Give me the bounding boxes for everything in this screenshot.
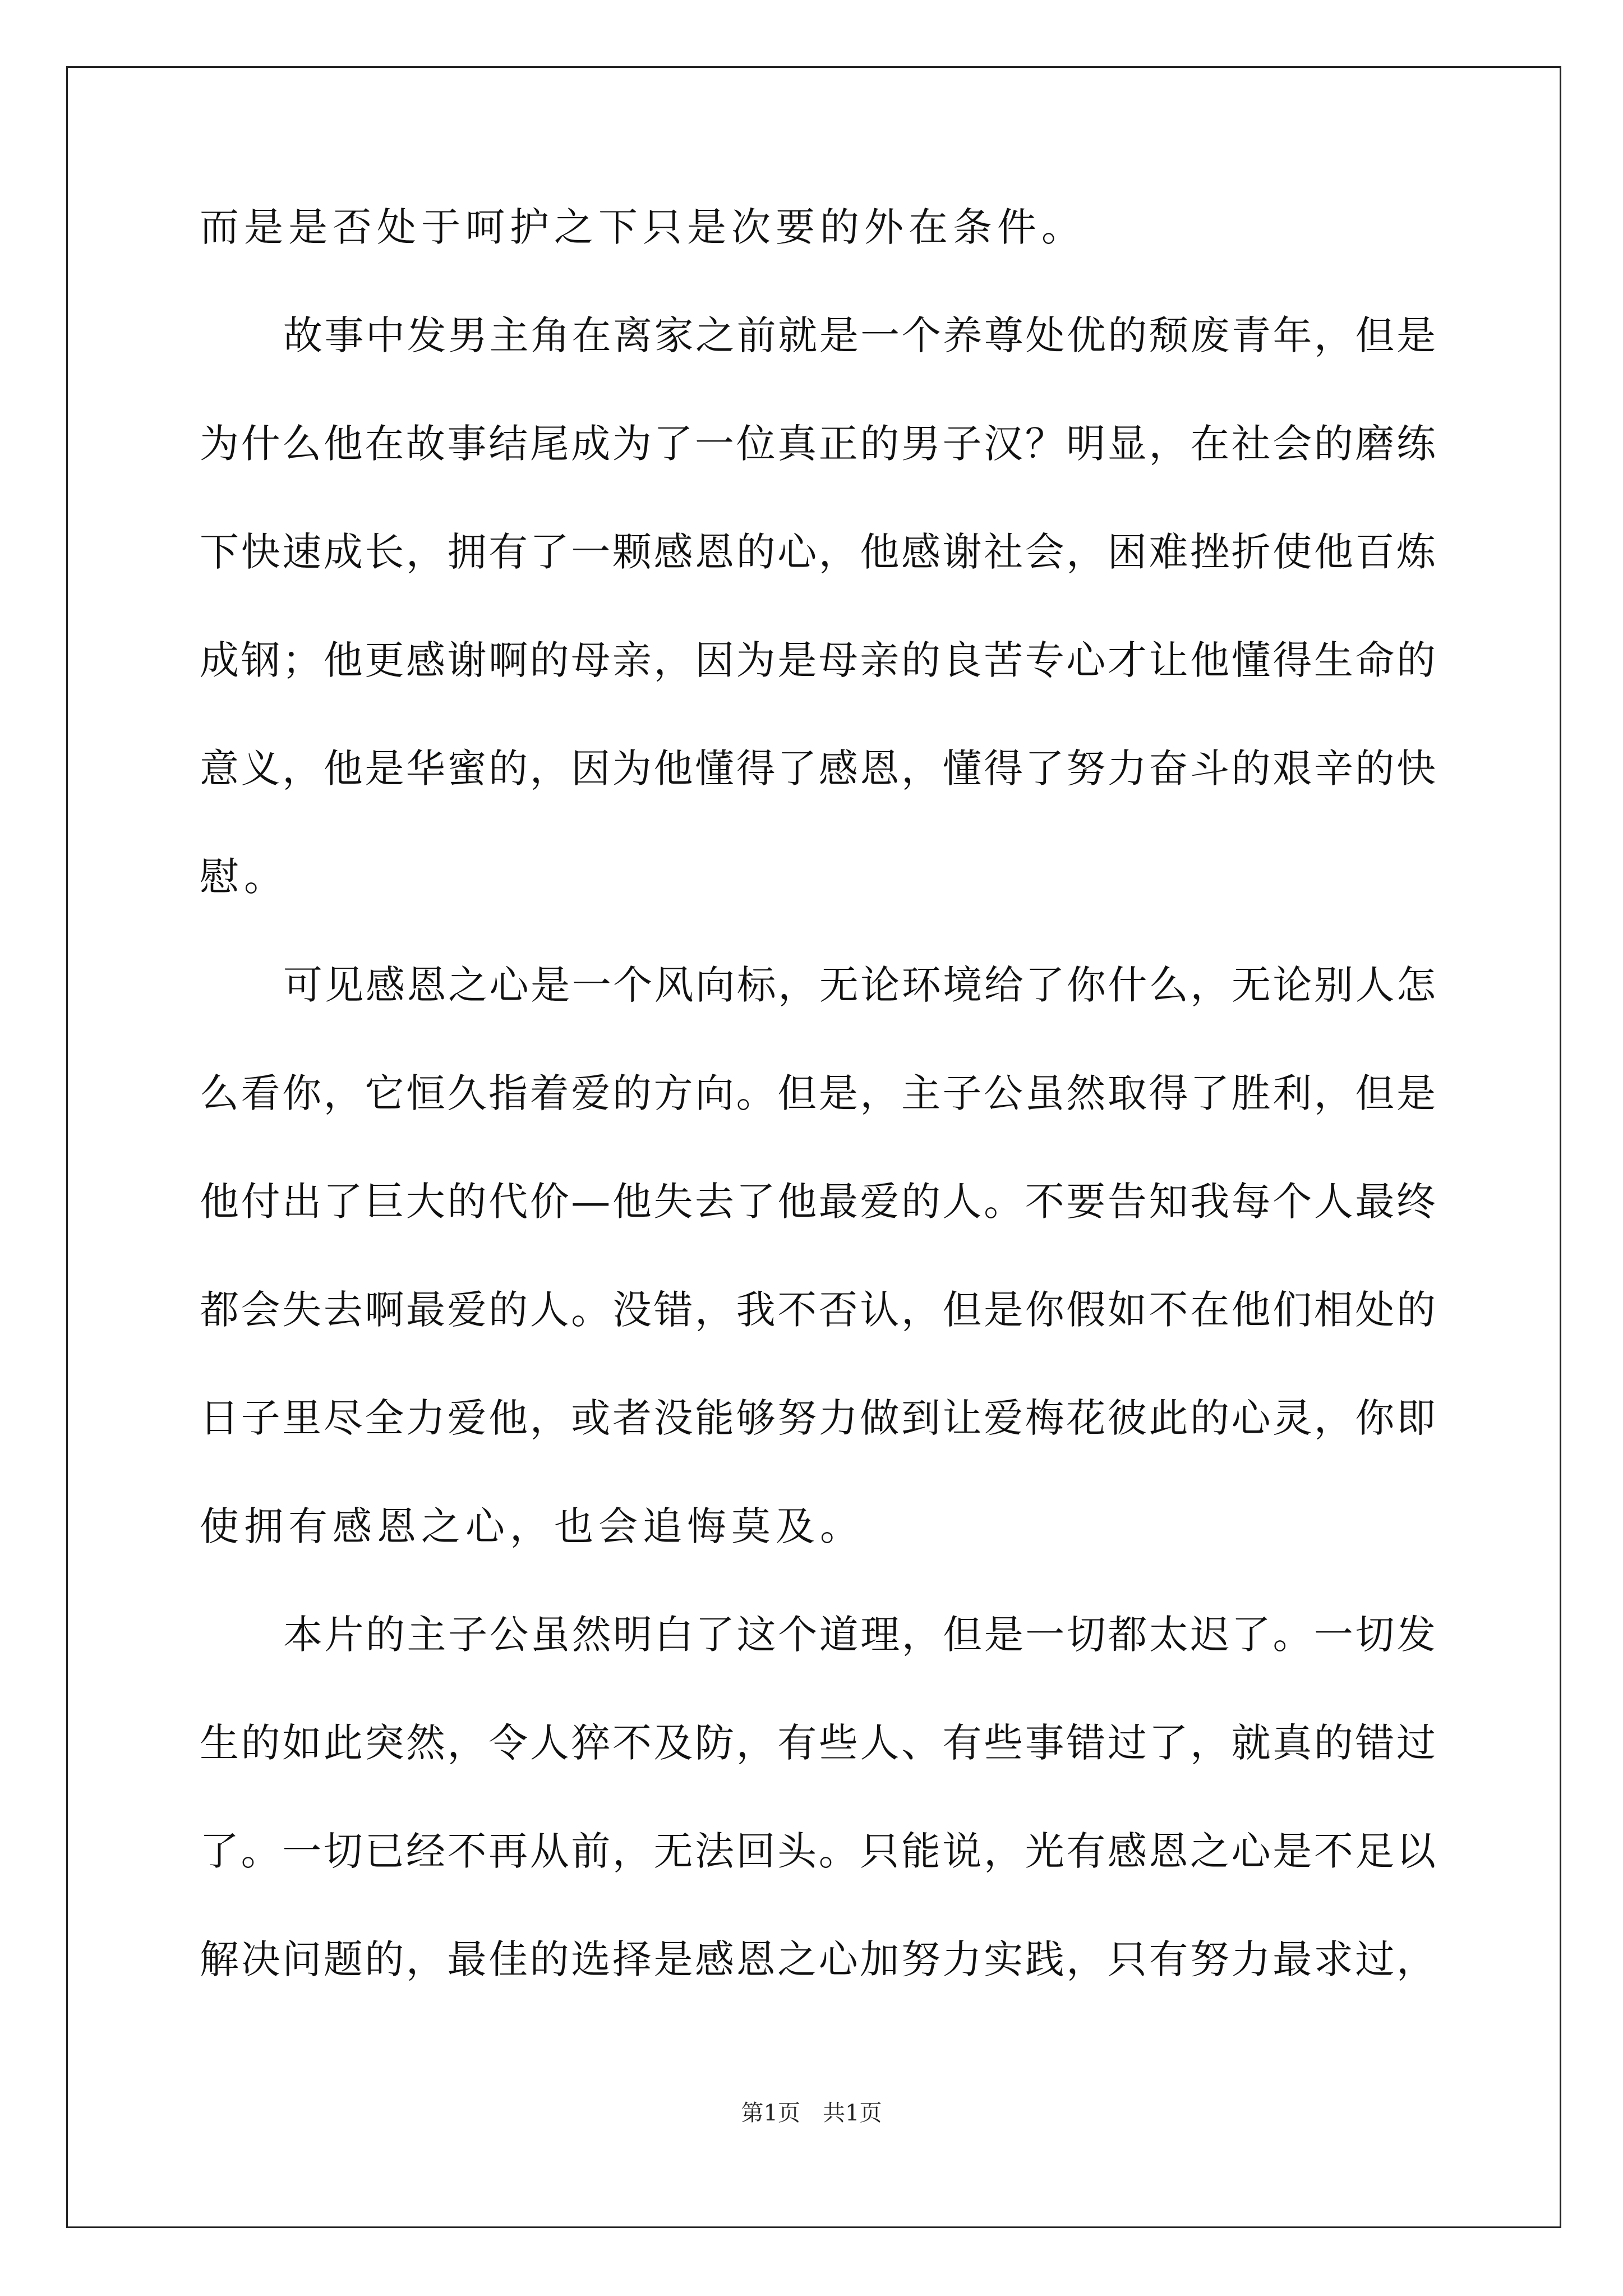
page-border	[66, 66, 1561, 2228]
text-line: 本片的主子公虽然明白了这个道理，但是一切都太迟了。一切发	[283, 1612, 1436, 1658]
text-line: 都会失去啊最爱的人。没错，我不否认，但是你假如不在他们相处的	[200, 1287, 1436, 1333]
text-line: 下快速成长，拥有了一颗感恩的心，他感谢社会，困难挫折使他百炼	[200, 529, 1436, 575]
page-footer: 第1页 共1页	[741, 2100, 882, 2126]
text-line: 可见感恩之心是一个风向标，无论环境给了你什么，无论别人怎	[283, 962, 1436, 1008]
text-line: 而是是否处于呵护之下只是次要的外在条件。	[200, 204, 1086, 250]
text-line: 日子里尽全力爱他，或者没能够努力做到让爱梅花彼此的心灵，你即	[200, 1395, 1436, 1441]
text-line: 了。一切已经不再从前，无法回头。只能说，光有感恩之心是不足以	[200, 1828, 1436, 1874]
text-line: 么看你，它恒久指着爱的方向。但是，主子公虽然取得了胜利，但是	[200, 1070, 1436, 1116]
text-line: 故事中发男主角在离家之前就是一个养尊处优的颓废青年，但是	[283, 312, 1436, 358]
text-line: 意义，他是华蜜的，因为他懂得了感恩，懂得了努力奋斗的艰辛的快	[200, 746, 1436, 792]
text-line: 他付出了巨大的代价—他失去了他最爱的人。不要告知我每个人最终	[200, 1179, 1436, 1225]
text-line: 为什么他在故事结尾成为了一位真正的男子汉？明显，在社会的磨练	[200, 421, 1436, 467]
text-line: 使拥有感恩之心，也会追悔莫及。	[200, 1503, 864, 1549]
text-line: 解决问题的，最佳的选择是感恩之心加努力实践，只有努力最求过，	[200, 1936, 1436, 1982]
text-line: 慰。	[200, 854, 288, 900]
text-line: 成钢；他更感谢啊的母亲，因为是母亲的良苦专心才让他懂得生命的	[200, 637, 1436, 683]
text-line: 生的如此突然，令人猝不及防，有些人、有些事错过了，就真的错过	[200, 1720, 1436, 1766]
